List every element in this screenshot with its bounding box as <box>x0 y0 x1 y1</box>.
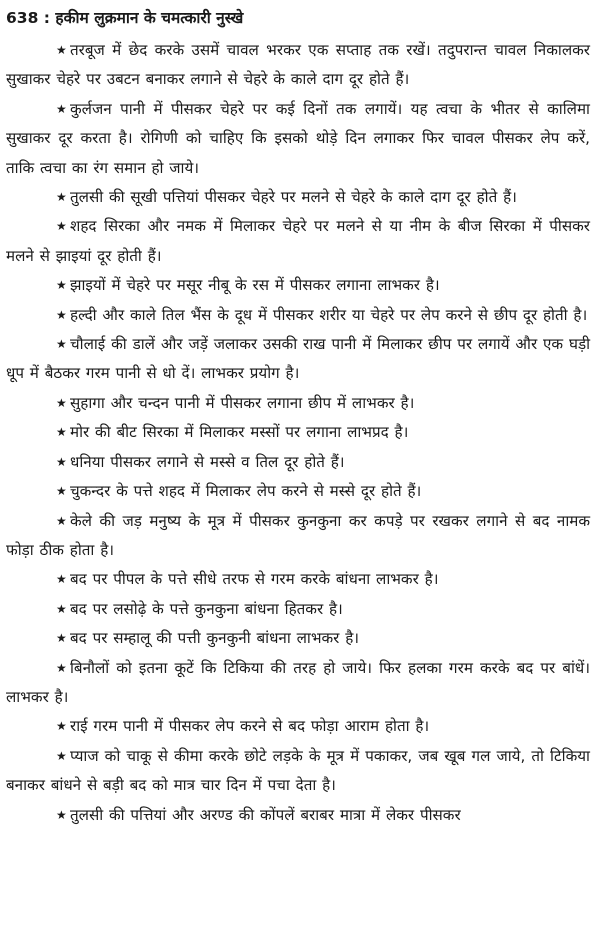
remedy-entry <box>6 624 590 653</box>
star-bullet-icon: ★ <box>56 719 67 734</box>
page-number: 638 <box>6 9 39 27</box>
remedy-text: कुर्लजन पानी में पीसकर चेहरे पर कई दिनों तक लगायें। यह त्वचा के भीतर से कालिमा सुखाकर दूर करता है। रोगिणी को चाहिए कि इसको थोड़े दिन लगाकर फिर चावल पीसकर लेप करें, ताकि त्वचा का रंग समान हो जाये। <box>6 99 590 177</box>
star-bullet-icon: ★ <box>56 660 67 675</box>
star-bullet-icon: ★ <box>56 513 67 528</box>
star-bullet-icon: ★ <box>56 454 67 469</box>
remedy-text: हल्दी और काले तिल भैंस के दूध में पीसकर शरीर या चेहरे पर लेप करने से छीप दूर होती है। <box>70 305 588 324</box>
remedy-text: बिनौलों को इतना कूटें कि टिकिया की तरह हो जाये। फिर हलका गरम करके बद पर बांधें। लाभकर है। <box>6 658 590 706</box>
remedy-text: शहद सिरका और नमक में मिलाकर चेहरे पर मलने से या नीम के बीज सिरका में पीसकर मलने से झाइयां दूर होती हैं। <box>6 217 590 265</box>
book-title: हकीम लुक्रमान के चमत्कारी नुस्खे <box>55 9 244 27</box>
remedy-text: चुकन्दर के पत्ते शहद में मिलाकर लेप करने से मस्से दूर होते हैं। <box>70 482 422 501</box>
star-bullet-icon: ★ <box>56 337 67 352</box>
star-bullet-icon: ★ <box>56 219 67 234</box>
remedy-entry <box>6 595 590 624</box>
remedy-entry <box>6 36 590 95</box>
remedy-entry <box>6 212 590 271</box>
remedy-entry <box>6 448 590 477</box>
star-bullet-icon: ★ <box>56 572 67 587</box>
remedy-list <box>6 36 590 830</box>
star-bullet-icon: ★ <box>56 601 67 616</box>
remedy-entry <box>6 330 590 389</box>
remedy-text: प्याज को चाकू से कीमा करके छोटे लड़के के मूत्र में पकाकर, जब खूब गल जाये, तो टिकिया बनाकर बांधने से बड़ी बद को मात्र चार दिन में पचा देता है। <box>6 746 590 795</box>
remedy-text: झाइयों में चेहरे पर मसूर नीबू के रस में पीसकर लगाना लाभकर है। <box>70 276 440 295</box>
remedy-text: केले की जड़ मनुष्य के मूत्र में पीसकर कुनकुना कर कपड़े पर रखकर लगाने से बद नामक फोड़ा ठीक होता है। <box>6 511 590 559</box>
star-bullet-icon: ★ <box>56 43 67 57</box>
star-bullet-icon: ★ <box>56 425 67 440</box>
star-bullet-icon: ★ <box>56 807 67 822</box>
remedy-text: मोर की बीट सिरका में मिलाकर मस्सों पर लगाना लाभप्रद है। <box>70 423 409 442</box>
remedy-entry <box>6 183 590 212</box>
remedy-entry <box>6 654 590 713</box>
star-bullet-icon: ★ <box>56 278 67 293</box>
remedy-entry <box>6 507 590 566</box>
remedy-text: बद पर पीपल के पत्ते सीधे तरफ से गरम करके बांधना लाभकर है। <box>70 570 439 589</box>
remedy-entry <box>6 742 590 801</box>
remedy-text: धनिया पीसकर लगाने से मस्से व तिल दूर होते हैं। <box>70 452 345 471</box>
remedy-entry <box>6 565 590 594</box>
star-bullet-icon: ★ <box>56 395 67 410</box>
page-header <box>6 4 590 36</box>
star-bullet-icon: ★ <box>56 484 67 499</box>
remedy-entry <box>6 712 590 741</box>
star-bullet-icon: ★ <box>56 748 67 763</box>
remedy-text: बद पर सम्हालू की पत्ती कुनकुनी बांधना लाभकर है। <box>70 629 360 648</box>
remedy-entry <box>6 801 590 830</box>
remedy-entry <box>6 418 590 447</box>
star-bullet-icon: ★ <box>56 631 67 646</box>
remedy-text: चौलाई की डालें और जड़ें जलाकर उसकी राख पानी में मिलाकर छीप पर लगायें और एक घड़ी धूप में बैठकर गरम पानी से धो दें। लाभकर प्रयोग है। <box>6 335 590 383</box>
remedy-text: तुलसी की पत्तियां और अरण्ड की कोंपलें बराबर मात्रा में लेकर पीसकर <box>70 805 461 824</box>
remedy-text: तरबूज में छेद करके उसमें चावल भरकर एक सप्ताह तक रखें। तदुपरान्त चावल निकालकर सुखाकर चेहरे पर उबटन बनाकर लगाने से चेहरे के काले दाग दूर होते हैं। <box>6 41 590 89</box>
star-bullet-icon: ★ <box>56 307 67 322</box>
remedy-text: सुहागा और चन्दन पानी में पीसकर लगाना छीप में लाभकर है। <box>70 393 415 412</box>
remedy-entry <box>6 271 590 300</box>
remedy-text: तुलसी की सूखी पत्तियां पीसकर चेहरे पर मलने से चेहरे के काले दाग दूर होते हैं। <box>70 188 517 207</box>
remedy-entry <box>6 389 590 418</box>
remedy-entry <box>6 95 590 183</box>
header-separator: : <box>43 9 50 27</box>
remedy-text: बद पर लसोढ़े के पत्ते कुनकुना बांधना हितकर है। <box>70 599 343 618</box>
star-bullet-icon: ★ <box>56 101 67 116</box>
remedy-entry <box>6 301 590 330</box>
remedy-text: राई गरम पानी में पीसकर लेप करने से बद फोड़ा आराम होता है। <box>70 717 430 736</box>
star-bullet-icon: ★ <box>56 190 67 205</box>
remedy-entry <box>6 477 590 506</box>
